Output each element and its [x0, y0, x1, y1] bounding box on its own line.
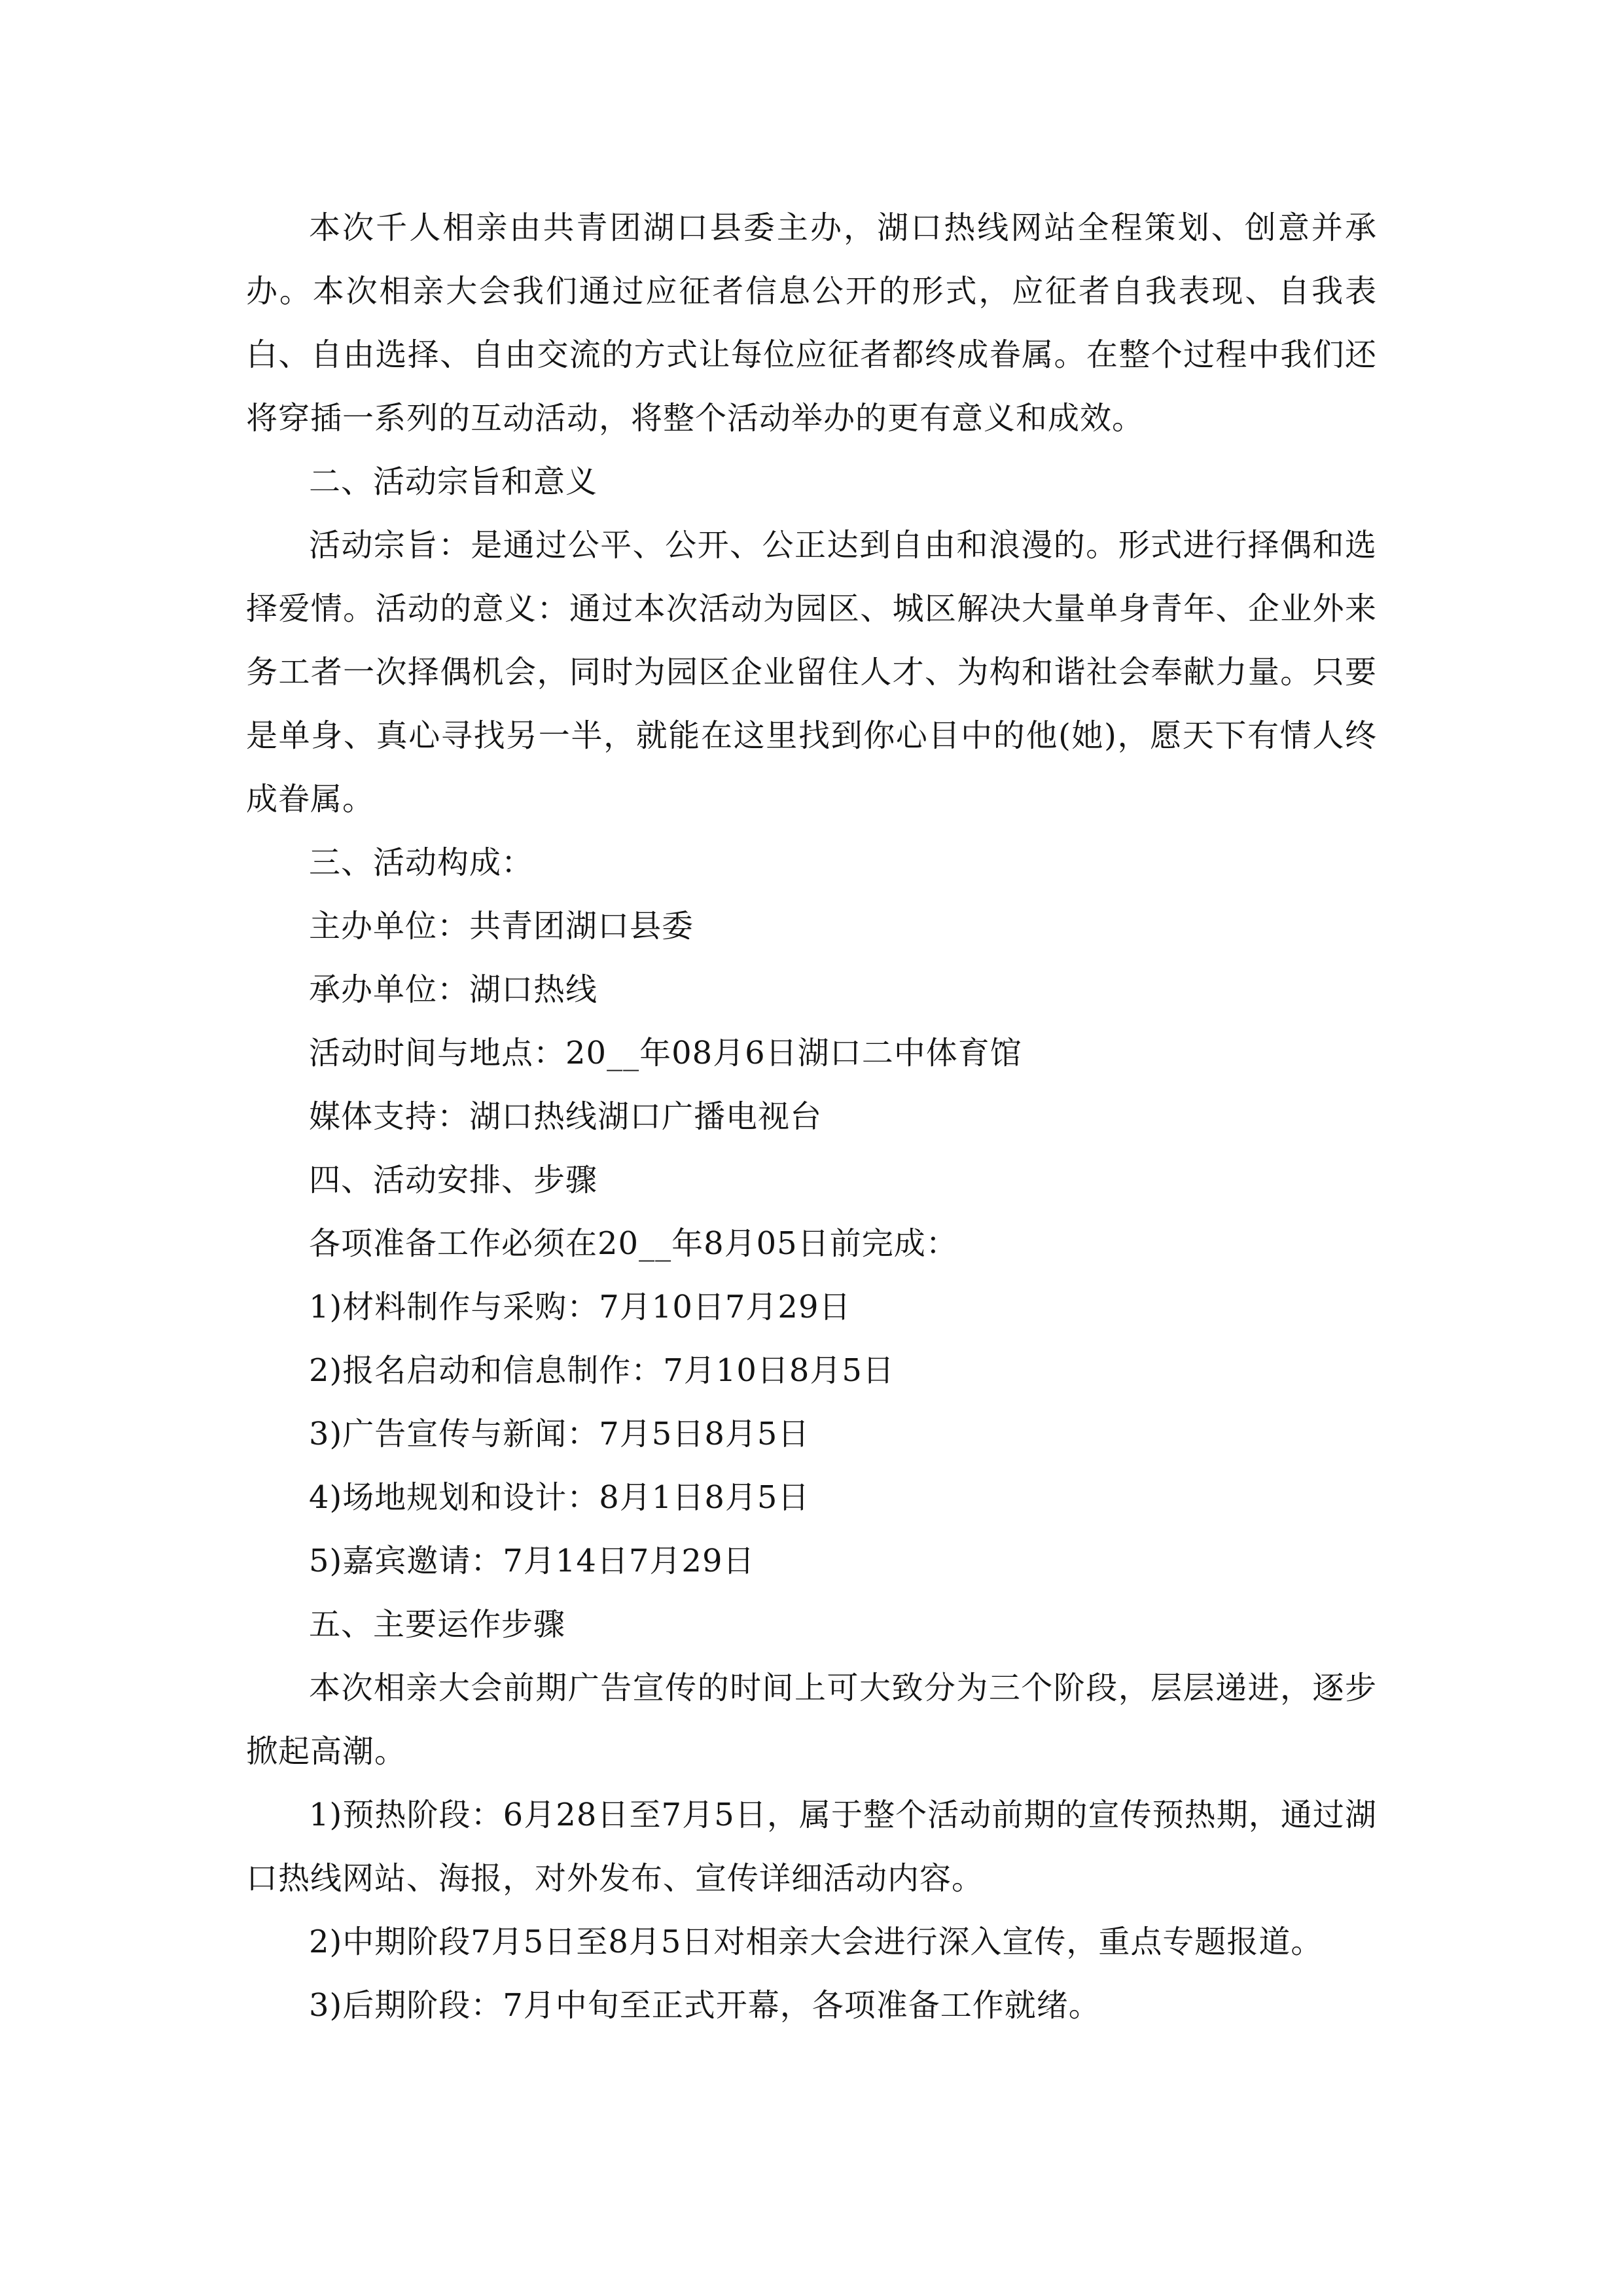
schedule-item: 4)场地规划和设计：8月1日8月5日 [309, 1479, 810, 1516]
heading-section-4: 四、活动安排、步骤 [309, 1162, 598, 1198]
time-location-line: 活动时间与地点：20__年08月6日湖口二中体育馆 [309, 1035, 1022, 1071]
organizer-line: 主办单位：共青团湖口县委 [309, 908, 694, 944]
schedule-item: 5)嘉宾邀请：7月14日7月29日 [309, 1543, 755, 1579]
schedule-item: 2)报名启动和信息制作：7月10日8月5日 [309, 1352, 895, 1389]
paragraph-purpose: 活动宗旨：是通过公平、公开、公正达到自由和浪漫的。形式进行择偶和选择爱情。活动的意义：通过本次活动为园区、城区解决大量单身青年、企业外来务工者一次择偶机会，同时为园区企业留住人才、为构和谐社会奉献力量。只要是单身、真心寻找另一半，就能在这里找到你心目中的他(她)，愿天下有情人终成眷属。 [246, 527, 1377, 817]
paragraph-promotion-overview: 本次相亲大会前期广告宣传的时间上可大致分为三个阶段，层层递进，逐步掀起高潮。 [246, 1670, 1377, 1770]
schedule-item: 1)材料制作与采购：7月10日7月29日 [309, 1289, 851, 1325]
phase-item: 3)后期阶段：7月中旬至正式开幕，各项准备工作就绪。 [309, 1987, 1101, 2024]
heading-section-5: 五、主要运作步骤 [309, 1606, 566, 1643]
phase-item: 2)中期阶段7月5日至8月5日对相亲大会进行深入宣传，重点专题报道。 [309, 1924, 1323, 1960]
paragraph-intro: 本次千人相亲由共青团湖口县委主办，湖口热线网站全程策划、创意并承办。本次相亲大会我们通过应征者信息公开的形式，应征者自我表现、自我表白、自由选择、自由交流的方式让每位应征者都终成眷属。在整个过程中我们还将穿插一系列的互动活动，将整个活动举办的更有意义和成效。 [246, 209, 1377, 437]
heading-section-2: 二、活动宗旨和意义 [309, 463, 598, 500]
media-support-line: 媒体支持：湖口热线湖口广播电视台 [309, 1098, 823, 1135]
schedule-item: 3)广告宣传与新闻：7月5日8月5日 [309, 1416, 810, 1452]
heading-section-3: 三、活动构成： [309, 844, 534, 881]
phase-item: 1)预热阶段：6月28日至7月5日，属于整个活动前期的宣传预热期，通过湖口热线网站、海报，对外发布、宣传详细活动内容。 [246, 1797, 1377, 1897]
co-organizer-line: 承办单位：湖口热线 [309, 971, 598, 1008]
document-body [246, 196, 1377, 2037]
preparation-deadline-line: 各项准备工作必须在20__年8月05日前完成： [309, 1225, 958, 1262]
